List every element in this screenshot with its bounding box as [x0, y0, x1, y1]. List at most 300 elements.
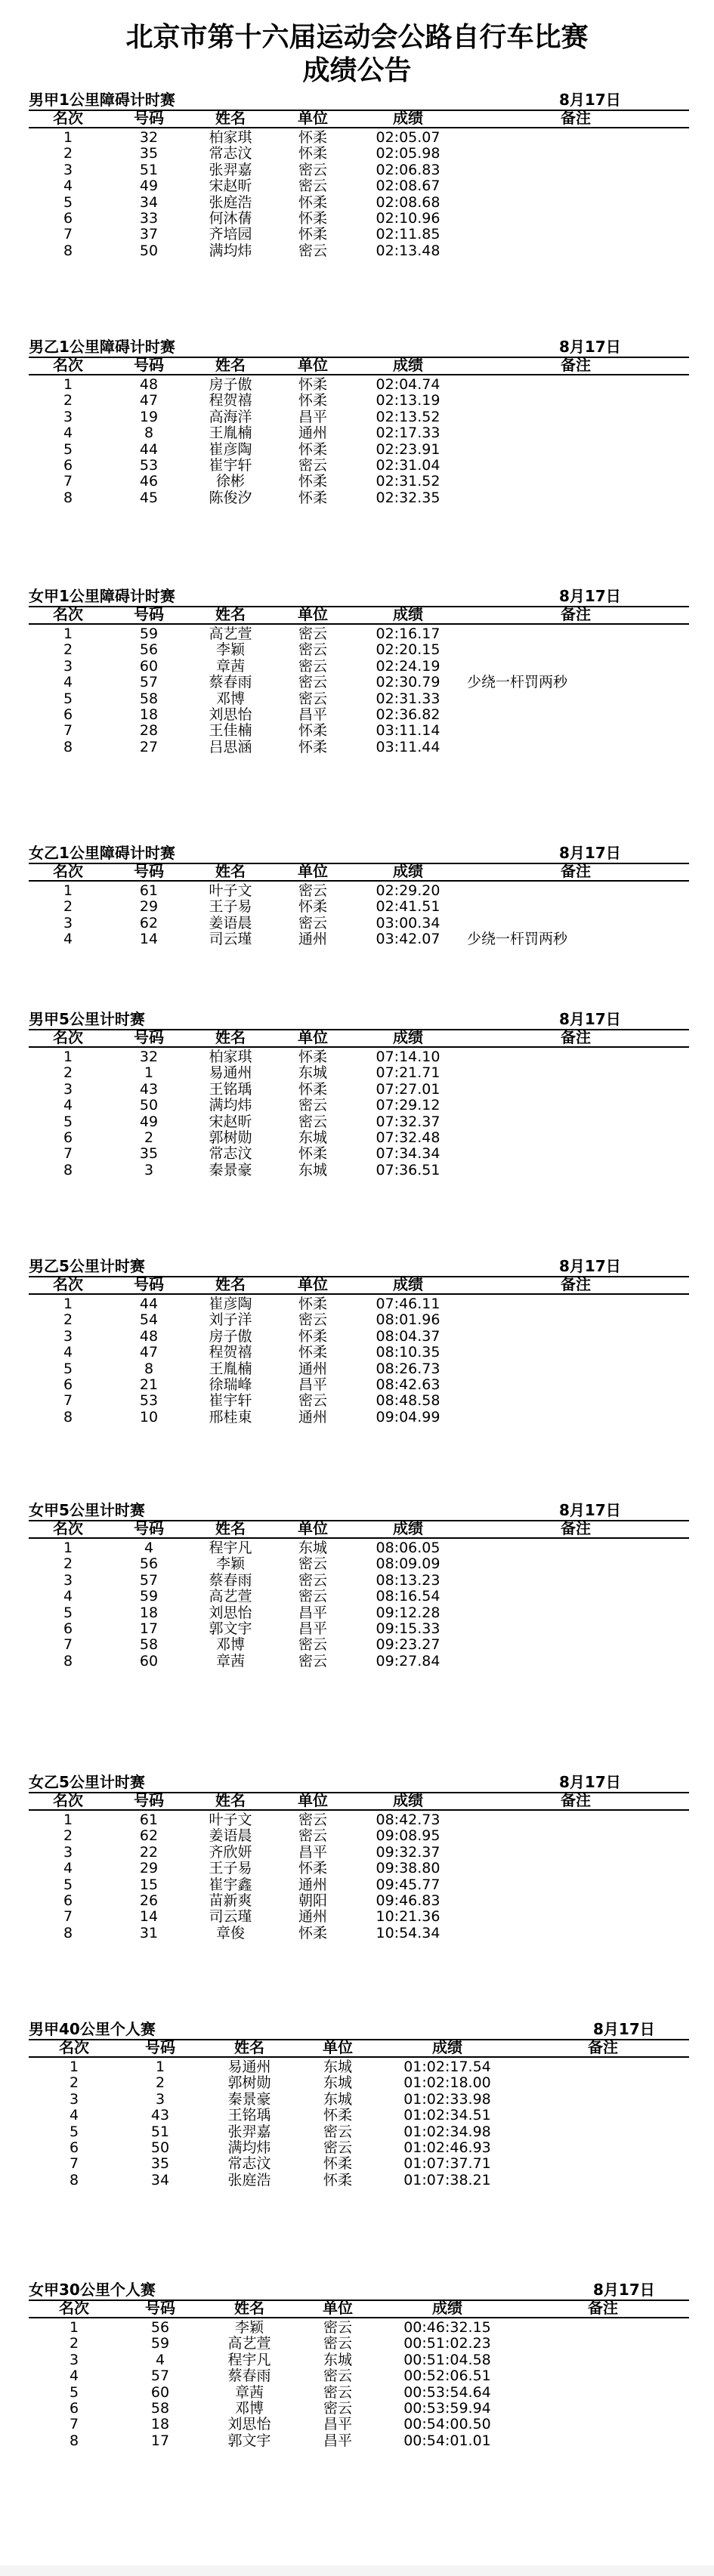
column-header-rank: 名次 — [59, 2038, 89, 2056]
cell-unit: 密云 — [298, 690, 328, 707]
cell-rank: 2 — [69, 2074, 79, 2092]
cell-result: 00:54:01.01 — [403, 2432, 491, 2449]
cell-result: 08:42.73 — [376, 1812, 440, 1828]
cell-unit: 怀柔 — [298, 440, 328, 458]
cell-rank: 1 — [63, 882, 73, 899]
cell-name: 刘思怡 — [209, 1604, 252, 1621]
cell-unit: 怀柔 — [298, 1924, 328, 1941]
cell-unit: 东城 — [323, 2074, 353, 2092]
cell-name: 程贺禧 — [209, 392, 252, 409]
cell-no: 56 — [139, 641, 159, 659]
cell-result: 08:01.96 — [376, 1311, 440, 1329]
cell-rank: 8 — [63, 1652, 73, 1669]
cell-unit: 怀柔 — [298, 129, 328, 146]
cell-result: 00:53:54.64 — [403, 2383, 491, 2401]
cell-name: 李颖 — [234, 2319, 264, 2336]
column-header-rank: 名次 — [53, 356, 83, 374]
cell-result: 00:51:02.23 — [403, 2335, 491, 2352]
cell-rank: 5 — [63, 1360, 73, 1377]
column-header-result: 成绩 — [432, 2299, 462, 2317]
cell-no: 59 — [139, 625, 159, 642]
cell-rank: 7 — [63, 473, 73, 490]
cell-name: 郭文宇 — [227, 2432, 271, 2449]
column-header-rank: 名次 — [53, 1028, 83, 1046]
column-header-result: 成绩 — [393, 1028, 423, 1046]
cell-no: 49 — [139, 178, 159, 195]
cell-unit: 怀柔 — [298, 489, 328, 506]
cell-name: 齐培园 — [209, 226, 252, 243]
cell-no: 57 — [139, 1571, 159, 1589]
cell-unit: 怀柔 — [298, 145, 328, 162]
column-header-note: 备注 — [561, 109, 591, 127]
cell-result: 01:07:38.21 — [403, 2171, 491, 2188]
cell-name: 邓博 — [215, 690, 246, 707]
cell-result: 02:31.04 — [376, 457, 440, 474]
cell-name: 宋赵昕 — [209, 178, 252, 195]
cell-result: 09:32.37 — [376, 1843, 440, 1861]
cell-result: 07:32.48 — [376, 1129, 440, 1146]
cell-result: 10:21.36 — [376, 1908, 440, 1926]
cell-result: 02:36.82 — [376, 706, 440, 723]
column-header-note: 备注 — [588, 2038, 618, 2056]
cell-rank: 2 — [63, 392, 73, 409]
header-rule-bottom — [29, 2056, 689, 2058]
header-rule-bottom — [29, 127, 689, 128]
section-date: 8月17日 — [559, 91, 621, 109]
cell-result: 00:54:00.50 — [403, 2416, 491, 2433]
cell-unit: 密云 — [298, 641, 328, 659]
cell-unit: 密云 — [323, 2383, 353, 2401]
cell-no: 45 — [139, 489, 159, 506]
cell-rank: 5 — [69, 2383, 79, 2401]
column-header-no: 号码 — [134, 1519, 164, 1537]
column-header-result: 成绩 — [393, 109, 423, 127]
cell-rank: 1 — [63, 129, 73, 146]
cell-unit: 密云 — [323, 2335, 353, 2352]
cell-name: 刘思怡 — [209, 706, 252, 723]
cell-rank: 8 — [63, 242, 73, 259]
cell-result: 07:29.12 — [376, 1097, 440, 1114]
cell-unit: 昌平 — [298, 1604, 328, 1621]
cell-note: 少绕一杆罚两秒 — [467, 931, 568, 948]
cell-unit: 怀柔 — [298, 1327, 328, 1345]
column-header-rank: 名次 — [53, 1519, 83, 1537]
cell-rank: 1 — [63, 1540, 73, 1556]
cell-rank: 2 — [69, 2335, 79, 2352]
cell-result: 02:05.98 — [376, 145, 440, 162]
cell-unit: 怀柔 — [298, 473, 328, 490]
cell-unit: 东城 — [323, 2351, 353, 2368]
column-header-no: 号码 — [134, 1028, 164, 1046]
cell-name: 王铭瑀 — [227, 2107, 271, 2124]
cell-result: 01:02:17.54 — [403, 2059, 491, 2075]
section-heading: 女乙5公里计时赛 — [29, 1773, 145, 1791]
cell-result: 09:12.28 — [376, 1604, 440, 1621]
cell-name: 蔡春雨 — [209, 674, 252, 691]
cell-no: 27 — [139, 738, 159, 755]
cell-name: 秦景豪 — [209, 1161, 252, 1178]
cell-unit: 通州 — [298, 1408, 328, 1425]
cell-no: 49 — [139, 1113, 159, 1130]
cell-rank: 8 — [69, 2432, 79, 2449]
column-header-note: 备注 — [561, 1519, 591, 1537]
cell-result: 02:31.52 — [376, 473, 440, 490]
cell-rank: 4 — [63, 178, 73, 195]
cell-unit: 通州 — [298, 1876, 328, 1893]
cell-no: 18 — [150, 2416, 170, 2433]
cell-rank: 5 — [63, 690, 73, 707]
cell-rank: 6 — [63, 1376, 73, 1393]
cell-name: 章茜 — [234, 2383, 264, 2401]
section-heading: 男乙1公里障碍计时赛 — [29, 338, 175, 356]
page-title: 北京市第十六届运动会公路自行车比赛 — [125, 22, 589, 53]
cell-name: 张羿嘉 — [209, 161, 252, 178]
cell-rank: 8 — [63, 489, 73, 506]
cell-no: 8 — [144, 1360, 154, 1377]
cell-no: 3 — [155, 2090, 165, 2108]
cell-unit: 密云 — [298, 1097, 328, 1114]
cell-unit: 密云 — [298, 1636, 328, 1654]
cell-name: 常志汶 — [227, 2155, 271, 2173]
cell-name: 高艺萱 — [227, 2335, 271, 2352]
column-header-name: 姓名 — [215, 109, 246, 127]
cell-unit: 怀柔 — [298, 722, 328, 740]
cell-name: 崔彦陶 — [209, 1296, 252, 1312]
column-header-unit: 单位 — [298, 1791, 328, 1809]
cell-no: 50 — [139, 242, 159, 259]
cell-rank: 6 — [63, 706, 73, 723]
column-header-no: 号码 — [145, 2038, 175, 2056]
cell-name: 王胤楠 — [209, 425, 252, 442]
column-header-unit: 单位 — [298, 1519, 328, 1537]
header-rule-bottom — [29, 1046, 689, 1048]
cell-no: 51 — [139, 161, 159, 178]
cell-rank: 1 — [63, 625, 73, 642]
cell-result: 02:05.07 — [376, 129, 440, 146]
cell-name: 张庭浩 — [227, 2171, 271, 2188]
column-header-name: 姓名 — [215, 1519, 246, 1537]
cell-no: 33 — [139, 210, 159, 227]
cell-name: 柏家琪 — [209, 1049, 252, 1065]
cell-unit: 密云 — [298, 178, 328, 195]
cell-rank: 2 — [63, 641, 73, 659]
cell-no: 29 — [139, 898, 159, 916]
cell-unit: 通州 — [298, 1360, 328, 1377]
cell-no: 60 — [150, 2383, 170, 2401]
cell-rank: 8 — [63, 1408, 73, 1425]
cell-result: 07:14.10 — [376, 1049, 440, 1065]
cell-no: 15 — [139, 1876, 159, 1893]
column-header-note: 备注 — [561, 862, 591, 880]
cell-unit: 昌平 — [298, 1376, 328, 1393]
column-header-unit: 单位 — [298, 109, 328, 127]
cell-unit: 怀柔 — [298, 392, 328, 409]
cell-unit: 密云 — [298, 1588, 328, 1605]
column-header-result: 成绩 — [432, 2038, 462, 2056]
cell-unit: 密云 — [298, 1311, 328, 1329]
cell-name: 章俊 — [215, 1924, 246, 1941]
cell-unit: 怀柔 — [298, 1860, 328, 1877]
cell-result: 03:11.14 — [376, 722, 440, 740]
cell-no: 35 — [150, 2155, 170, 2173]
section-date: 8月17日 — [559, 587, 621, 605]
cell-unit: 密云 — [298, 161, 328, 178]
cell-name: 章茜 — [215, 1652, 246, 1669]
cell-name: 吕思涵 — [209, 738, 252, 755]
cell-no: 59 — [150, 2335, 170, 2352]
cell-rank: 5 — [63, 1113, 73, 1130]
cell-no: 43 — [139, 1080, 159, 1098]
cell-rank: 3 — [63, 408, 73, 425]
cell-name: 满均炜 — [227, 2139, 271, 2156]
cell-rank: 7 — [63, 1392, 73, 1410]
cell-result: 02:08.68 — [376, 193, 440, 211]
cell-name: 常志汶 — [209, 145, 252, 162]
cell-no: 2 — [144, 1129, 154, 1146]
cell-rank: 8 — [63, 738, 73, 755]
cell-no: 1 — [144, 1064, 154, 1082]
cell-unit: 昌平 — [323, 2432, 353, 2449]
cell-unit: 东城 — [323, 2059, 353, 2075]
cell-name: 程宇凡 — [209, 1540, 252, 1556]
cell-no: 2 — [155, 2074, 165, 2092]
cell-no: 17 — [150, 2432, 170, 2449]
cell-rank: 4 — [63, 674, 73, 691]
cell-rank: 1 — [63, 1296, 73, 1312]
cell-rank: 4 — [63, 1097, 73, 1114]
cell-name: 司云瑾 — [209, 931, 252, 948]
cell-no: 10 — [139, 1408, 159, 1425]
cell-name: 李颖 — [215, 1555, 246, 1573]
column-header-name: 姓名 — [215, 1028, 246, 1046]
cell-unit: 密云 — [298, 457, 328, 474]
cell-rank: 7 — [69, 2155, 79, 2173]
column-header-unit: 单位 — [298, 862, 328, 880]
cell-result: 07:36.51 — [376, 1161, 440, 1178]
cell-name: 郭文宇 — [209, 1620, 252, 1637]
cell-result: 02:32.35 — [376, 489, 440, 506]
cell-rank: 5 — [63, 1876, 73, 1893]
cell-unit: 密云 — [298, 1113, 328, 1130]
cell-unit: 怀柔 — [323, 2155, 353, 2173]
cell-result: 08:04.37 — [376, 1327, 440, 1345]
cell-result: 02:11.85 — [376, 226, 440, 243]
cell-rank: 4 — [69, 2368, 79, 2385]
cell-result: 01:02:34.98 — [403, 2123, 491, 2140]
cell-no: 3 — [144, 1161, 154, 1178]
cell-no: 32 — [139, 1049, 159, 1065]
cell-no: 18 — [139, 706, 159, 723]
cell-name: 邓博 — [234, 2400, 264, 2417]
cell-unit: 怀柔 — [298, 193, 328, 211]
cell-name: 蔡春雨 — [209, 1571, 252, 1589]
header-rule-bottom — [29, 1537, 689, 1539]
cell-unit: 昌平 — [298, 1620, 328, 1637]
cell-rank: 7 — [69, 2416, 79, 2433]
cell-no: 58 — [150, 2400, 170, 2417]
cell-result: 00:52:06.51 — [403, 2368, 491, 2385]
cell-unit: 怀柔 — [298, 1145, 328, 1163]
cell-unit: 密云 — [298, 1392, 328, 1410]
column-header-result: 成绩 — [393, 605, 423, 623]
cell-unit: 密云 — [323, 2319, 353, 2336]
cell-rank: 7 — [63, 226, 73, 243]
cell-unit: 密云 — [323, 2368, 353, 2385]
cell-name: 王胤楠 — [209, 1360, 252, 1377]
cell-result: 02:29.20 — [376, 882, 440, 899]
cell-name: 叶子文 — [209, 882, 252, 899]
cell-result: 01:07:37.71 — [403, 2155, 491, 2173]
cell-unit: 密云 — [298, 914, 328, 931]
cell-result: 08:48.58 — [376, 1392, 440, 1410]
cell-name: 房子傲 — [209, 1327, 252, 1345]
cell-name: 易通州 — [227, 2059, 271, 2075]
cell-unit: 密云 — [323, 2400, 353, 2417]
cell-name: 高艺萱 — [209, 625, 252, 642]
cell-result: 02:10.96 — [376, 210, 440, 227]
cell-name: 叶子文 — [209, 1812, 252, 1828]
cell-name: 郭树勋 — [227, 2074, 271, 2092]
column-header-no: 号码 — [134, 862, 164, 880]
section-date: 8月17日 — [593, 2281, 655, 2299]
cell-no: 47 — [139, 392, 159, 409]
cell-result: 02:13.19 — [376, 392, 440, 409]
cell-result: 09:38.80 — [376, 1860, 440, 1877]
cell-result: 02:06.83 — [376, 161, 440, 178]
cell-no: 56 — [139, 1555, 159, 1573]
cell-result: 08:13.23 — [376, 1571, 440, 1589]
cell-unit: 密云 — [298, 242, 328, 259]
cell-rank: 3 — [63, 1327, 73, 1345]
cell-result: 08:42.63 — [376, 1376, 440, 1393]
cell-no: 19 — [139, 408, 159, 425]
cell-no: 57 — [139, 674, 159, 691]
cell-rank: 3 — [63, 1571, 73, 1589]
column-header-note: 备注 — [561, 605, 591, 623]
cell-result: 02:23.91 — [376, 440, 440, 458]
cell-unit: 东城 — [298, 1064, 328, 1082]
header-rule-bottom — [29, 1293, 689, 1295]
cell-rank: 4 — [63, 425, 73, 442]
column-header-rank: 名次 — [53, 605, 83, 623]
cell-rank: 2 — [63, 898, 73, 916]
cell-no: 56 — [150, 2319, 170, 2336]
cell-no: 47 — [139, 1344, 159, 1361]
cell-no: 53 — [139, 457, 159, 474]
cell-name: 王铭瑀 — [209, 1080, 252, 1098]
cell-rank: 1 — [63, 376, 73, 393]
cell-rank: 4 — [63, 1344, 73, 1361]
cell-name: 章茜 — [215, 657, 246, 675]
cell-result: 02:24.19 — [376, 657, 440, 675]
cell-no: 50 — [139, 1097, 159, 1114]
cell-unit: 昌平 — [298, 1843, 328, 1861]
cell-no: 14 — [139, 931, 159, 948]
cell-no: 37 — [139, 226, 159, 243]
cell-name: 高海洋 — [209, 408, 252, 425]
cell-no: 34 — [139, 193, 159, 211]
cell-no: 44 — [139, 1296, 159, 1312]
cell-rank: 1 — [63, 1049, 73, 1065]
cell-unit: 朝阳 — [298, 1892, 328, 1909]
cell-rank: 6 — [63, 1892, 73, 1909]
cell-name: 程宇凡 — [227, 2351, 271, 2368]
cell-rank: 3 — [63, 657, 73, 675]
cell-name: 郭树勋 — [209, 1129, 252, 1146]
cell-unit: 昌平 — [323, 2416, 353, 2433]
cell-no: 61 — [139, 1812, 159, 1828]
cell-result: 02:13.48 — [376, 242, 440, 259]
cell-name: 齐欣妍 — [209, 1843, 252, 1861]
cell-rank: 3 — [69, 2090, 79, 2108]
cell-unit: 密云 — [298, 1812, 328, 1828]
column-header-name: 姓名 — [234, 2299, 264, 2317]
cell-rank: 3 — [63, 1843, 73, 1861]
cell-rank: 3 — [63, 914, 73, 931]
cell-no: 51 — [150, 2123, 170, 2140]
column-header-note: 备注 — [561, 1791, 591, 1809]
column-header-rank: 名次 — [53, 1791, 83, 1809]
cell-no: 61 — [139, 882, 159, 899]
cell-rank: 2 — [63, 145, 73, 162]
cell-no: 48 — [139, 1327, 159, 1345]
cell-rank: 4 — [63, 1588, 73, 1605]
cell-rank: 6 — [63, 1129, 73, 1146]
section-date: 8月17日 — [593, 2020, 655, 2038]
cell-result: 08:09.09 — [376, 1555, 440, 1573]
cell-unit: 东城 — [298, 1540, 328, 1556]
cell-unit: 怀柔 — [298, 1296, 328, 1312]
cell-no: 8 — [144, 425, 154, 442]
cell-unit: 怀柔 — [298, 226, 328, 243]
cell-name: 张庭浩 — [209, 193, 252, 211]
column-header-rank: 名次 — [53, 1275, 83, 1293]
cell-rank: 3 — [63, 1080, 73, 1098]
cell-rank: 8 — [69, 2171, 79, 2188]
cell-no: 4 — [144, 1540, 154, 1556]
header-rule-bottom — [29, 623, 689, 625]
column-header-result: 成绩 — [393, 356, 423, 374]
cell-no: 21 — [139, 1376, 159, 1393]
cell-rank: 2 — [63, 1311, 73, 1329]
cell-name: 徐彬 — [215, 473, 246, 490]
cell-result: 00:51:04.58 — [403, 2351, 491, 2368]
column-header-unit: 单位 — [323, 2299, 353, 2317]
cell-result: 02:13.52 — [376, 408, 440, 425]
cell-name: 何沐蒨 — [209, 210, 252, 227]
cell-result: 09:23.27 — [376, 1636, 440, 1654]
column-header-no: 号码 — [134, 356, 164, 374]
section-heading: 男甲40公里个人赛 — [29, 2020, 156, 2038]
cell-result: 09:08.95 — [376, 1827, 440, 1845]
cell-no: 35 — [139, 1145, 159, 1163]
cell-rank: 3 — [69, 2351, 79, 2368]
header-rule-bottom — [29, 880, 689, 882]
column-header-unit: 单位 — [298, 605, 328, 623]
cell-rank: 1 — [69, 2319, 79, 2336]
cell-unit: 昌平 — [298, 706, 328, 723]
cell-no: 31 — [139, 1924, 159, 1941]
cell-unit: 通州 — [298, 1908, 328, 1926]
cell-result: 02:16.17 — [376, 625, 440, 642]
column-header-name: 姓名 — [215, 605, 246, 623]
column-header-no: 号码 — [145, 2299, 175, 2317]
cell-no: 46 — [139, 473, 159, 490]
column-header-no: 号码 — [134, 1275, 164, 1293]
cell-unit: 怀柔 — [298, 1049, 328, 1065]
cell-result: 09:27.84 — [376, 1652, 440, 1669]
cell-result: 01:02:18.00 — [403, 2074, 491, 2092]
